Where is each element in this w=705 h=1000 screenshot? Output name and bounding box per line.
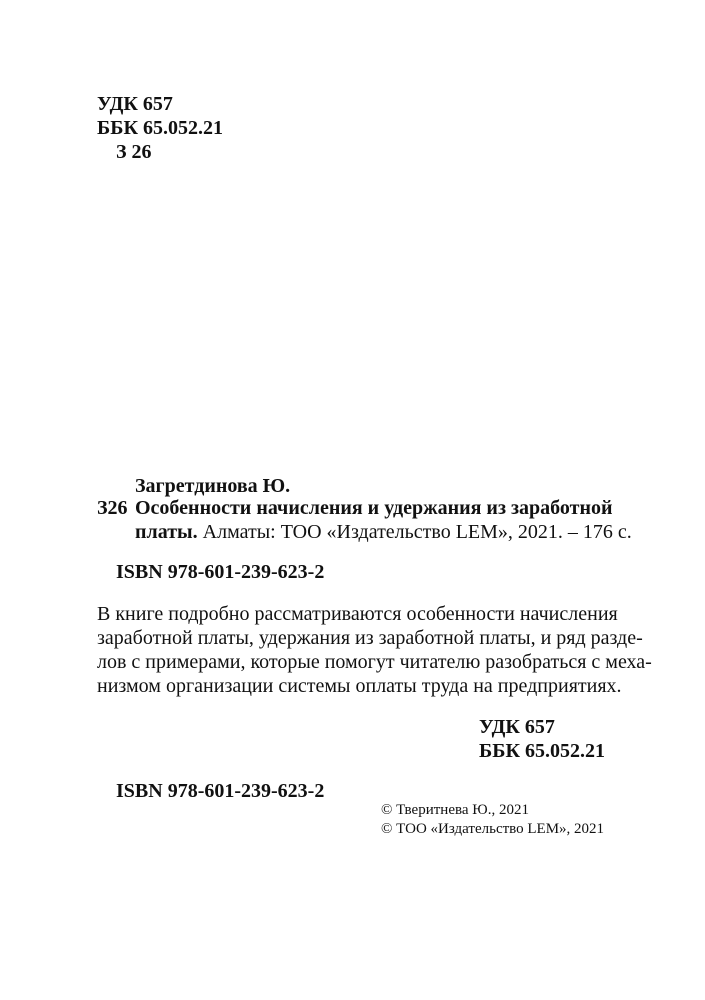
bbk-classification: ББК 65.052.21 [479,740,605,762]
book-title-line-2 [135,520,632,544]
author-code-header: З 26 [116,141,152,163]
abstract [97,602,652,698]
abstract-line: заработной платы, удержания из заработной платы, и ряд разде- [97,627,643,649]
isbn-record: ISBN 978-601-239-623-2 [116,561,325,583]
udk-header: УДК 657 [97,93,173,115]
udk-classification: УДК 657 [479,716,555,738]
bbk-header: ББК 65.052.21 [97,117,223,139]
book-title-line-1: Особенности начисления и удержания из заработной [135,497,613,519]
abstract-line: лов с примерами, которые помогут читателю разобраться с меха- [97,651,652,673]
copyright-author: © Тверитнева Ю., 2021 [381,802,529,818]
publication-info: Алматы: ТОО «Издательство LEM», 2021. – 176 с. [197,521,632,543]
book-title-end: платы. [135,521,198,543]
abstract-line: В книге подробно рассматриваются особенности начисления [97,603,618,625]
abstract-line: низмом организации системы оплаты труда на предприятиях. [97,675,622,697]
copyright-publisher: © ТОО «Издательство LEM», 2021 [381,821,605,837]
author-code: З26 [97,497,128,519]
author-name: Загретдинова Ю. [135,475,291,497]
isbn-footer: ISBN 978-601-239-623-2 [116,780,325,802]
